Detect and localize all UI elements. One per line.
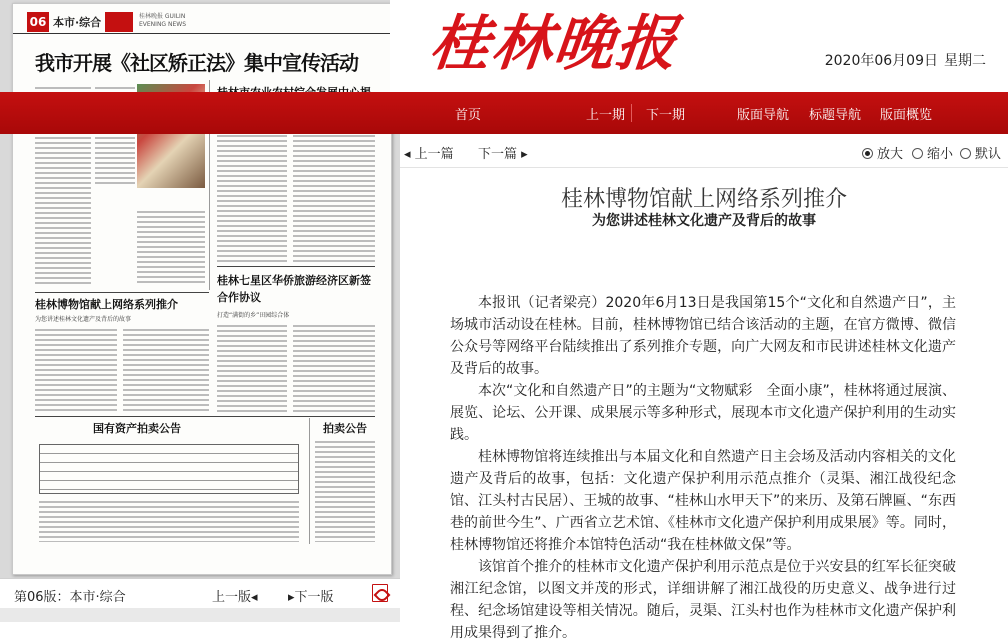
- next-article-link[interactable]: [478, 143, 528, 162]
- article-body: [450, 292, 956, 644]
- scan-story-title-link[interactable]: 桂林博物馆献上网络系列推介: [35, 298, 178, 311]
- next-page-link[interactable]: ▸下一版: [288, 590, 334, 605]
- scan-notice-title[interactable]: 拍卖公告: [323, 422, 367, 435]
- scan-story-title-link[interactable]: 桂林七星区华侨旅游经济区新签合作协议: [217, 274, 371, 304]
- next-article-label: 下一篇: [478, 147, 518, 162]
- article-panel: [400, 134, 1008, 641]
- zoom-default-option[interactable]: [960, 143, 1001, 162]
- scan-notice-title[interactable]: 国有资产拍卖公告: [93, 422, 181, 435]
- scan-text-block[interactable]: [293, 322, 375, 414]
- radio-icon[interactable]: [912, 148, 923, 159]
- article-paragraph: 本报讯（记者梁亮）2020年6月13日是我国第15个“文化和自然遗产日”，主场城市活动设在桂林。目前，桂林博物馆已结合该活动的主题，在官方微博、微信公众号等网络平台陆续推出了系列推介专题，向广大网友和市民讲述桂林文化遗产及背后的故事。: [450, 295, 956, 377]
- article-subtitle: 为您讲述桂林文化遗产及背后的故事: [592, 213, 816, 229]
- article-paragraph: 该馆首个推介的桂林市文化遗产保护利用示范点是位于兴安县的红军长征突破湘江纪念馆，以图文并茂的形式，详细讲解了湘江战役的历史意义、战争进行过程、纪念场馆建设等相关情况。随后，灵渠、江头村也作为桂林市文化遗产保护利用成果得到了推介。: [450, 559, 956, 641]
- zoom-default-label: 默认: [975, 147, 1002, 162]
- scan-text-block[interactable]: [293, 122, 375, 262]
- scan-text-block[interactable]: [217, 122, 287, 262]
- article-toolbar: [400, 134, 1008, 168]
- article-paragraph: 桂林博物馆将连续推出与本届文化和自然遗产日主会场及活动内容相关的文化遗产及背后的故事，包括：文化遗产保护利用示范点推介（灵渠、湘江战役纪念馆、江头村古民居）、王城的故事、“桂林山水甲天下”的来历、及第石牌匾、“东西巷的前世今生”、广西省立艺术馆、《桂林市文化遗产保护利用成果展》等。同时，桂林博物馆还将推介本馆特色活动“我在桂林做文保”等。: [450, 449, 956, 553]
- issue-date: [819, 50, 986, 70]
- nav-page-navigation[interactable]: 版面导航: [737, 108, 790, 123]
- notice-divider: [35, 416, 375, 417]
- triangle-left-icon: ◂: [404, 147, 411, 162]
- prev-page-link[interactable]: 上一版◂: [212, 590, 258, 605]
- nav-page-overview[interactable]: 版面概览: [880, 108, 933, 123]
- prev-article-label: 上一篇: [414, 147, 454, 162]
- article-paragraph: 本次“文化和自然遗产日”的主题为“文物赋彩 全面小康”，桂林将通过展演、展览、论坛、公开课、成果展示等多种形式，展现本市文化遗产保护利用的生动实践。: [450, 383, 956, 443]
- issue-date-text: 2020年06月09日: [824, 53, 938, 69]
- scan-text-block[interactable]: [123, 326, 209, 412]
- page-section-label: 本市·综合: [53, 16, 102, 29]
- nav-separator: [631, 104, 632, 122]
- newspaper-page-image[interactable]: [12, 3, 392, 575]
- page-header-band: [13, 4, 391, 34]
- radio-icon[interactable]: [960, 148, 971, 159]
- zoom-out-label: 缩小: [927, 147, 954, 162]
- radio-selected-icon[interactable]: [862, 148, 873, 159]
- scan-text-block[interactable]: [137, 208, 205, 284]
- nav-home[interactable]: 首页: [455, 108, 482, 123]
- nav-next-issue[interactable]: 下一期: [646, 108, 686, 123]
- paper-brand-text: 桂林晚报 GUILIN EVENING NEWS: [139, 13, 187, 28]
- prev-page-label: 上一版: [212, 590, 252, 605]
- prev-article-link[interactable]: [404, 143, 454, 162]
- scan-text-block[interactable]: [35, 326, 117, 412]
- story-divider: [217, 266, 375, 267]
- scan-notice-table[interactable]: [39, 444, 299, 494]
- story-divider: [35, 292, 209, 293]
- newspaper-logo[interactable]: 桂林晚报: [426, 9, 682, 79]
- scan-text-block[interactable]: [315, 438, 375, 542]
- article-title: 桂林博物馆献上网络系列推介: [560, 187, 847, 212]
- nav-prev-issue[interactable]: 上一期: [586, 108, 626, 123]
- zoom-out-option[interactable]: [912, 143, 953, 162]
- zoom-in-option[interactable]: [862, 143, 903, 162]
- current-page-label: 第06版：本市·综合: [14, 590, 126, 605]
- triangle-right-icon: ▸: [521, 147, 528, 162]
- page-number-badge: 06: [27, 12, 49, 32]
- scan-story-subtitle: 为您讲述桂林文化遗产及背后的故事: [35, 316, 132, 323]
- page-footer-bar: [0, 578, 400, 608]
- column-divider: [309, 418, 310, 544]
- next-page-label: 下一版: [294, 590, 334, 605]
- zoom-in-label: 放大: [877, 147, 904, 162]
- scan-text-block[interactable]: [39, 498, 299, 542]
- scan-story-subtitle: 打造“满街的乡”田园综合体: [217, 312, 290, 319]
- masthead: [390, 0, 1008, 92]
- scan-text-block[interactable]: [217, 322, 287, 414]
- scan-headline-link[interactable]: 我市开展《社区矫正法》集中宣传活动: [35, 51, 358, 75]
- issue-weekday: 星期二: [944, 53, 986, 69]
- page-footer-strip: [0, 608, 400, 622]
- nav-title-navigation[interactable]: 标题导航: [809, 108, 862, 123]
- paper-brand-mark: [105, 12, 133, 32]
- main-nav-bar: [0, 92, 1008, 134]
- pdf-download-icon[interactable]: [372, 584, 388, 602]
